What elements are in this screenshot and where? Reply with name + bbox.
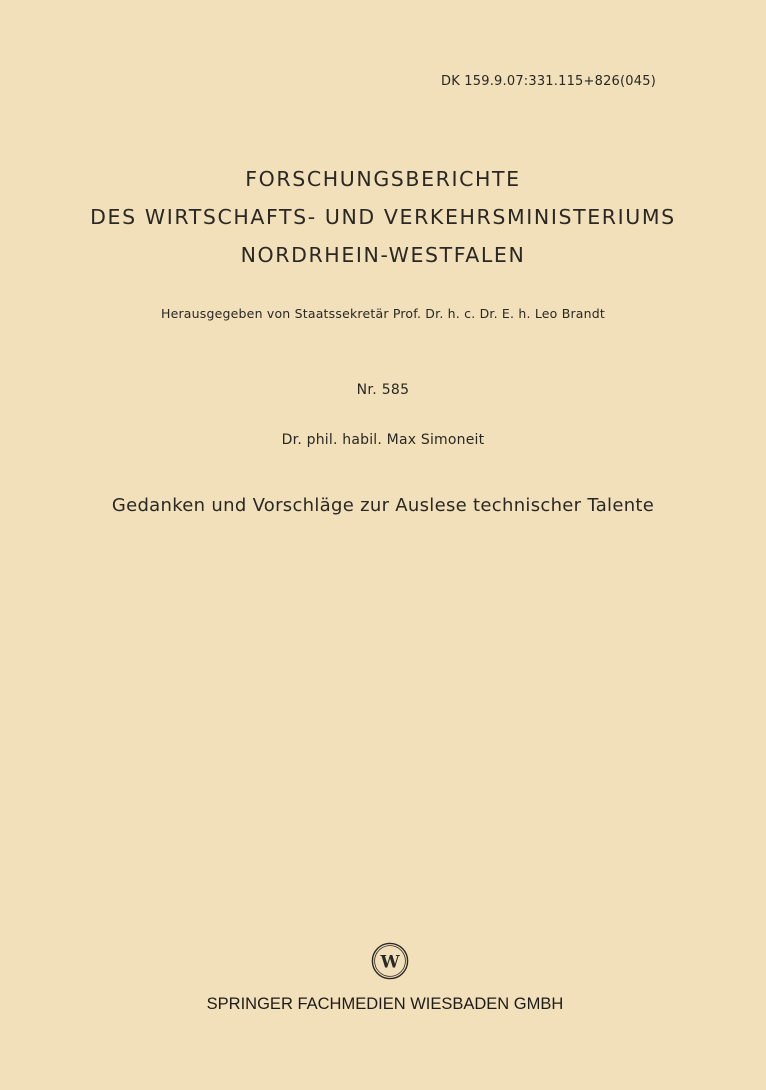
author-name: Dr. phil. habil. Max Simoneit (281, 432, 485, 448)
series-title-line-2: DES WIRTSCHAFTS- UND VERKEHRSMINISTERIUMS (90, 205, 676, 229)
logo-text: W (380, 952, 400, 973)
classification-code: DK 159.9.07:331.115+826(045) (441, 74, 656, 89)
series-title-line-1: FORSCHUNGSBERICHTE (245, 167, 521, 191)
series-title (0, 160, 766, 274)
book-title: Gedanken und Vorschläge zur Auslese technischer Talente (111, 495, 655, 516)
report-number: Nr. 585 (356, 382, 410, 398)
publisher-name: SPRINGER FACHMEDIEN WIESBADEN GMBH (206, 995, 564, 1013)
editor-line: Herausgegeben von Staatssekretär Prof. Dr. h. c. Dr. E. h. Leo Brandt (160, 306, 606, 321)
springer-wv-logo-icon (371, 942, 409, 980)
series-title-line-3: NORDRHEIN-WESTFALEN (240, 243, 526, 267)
